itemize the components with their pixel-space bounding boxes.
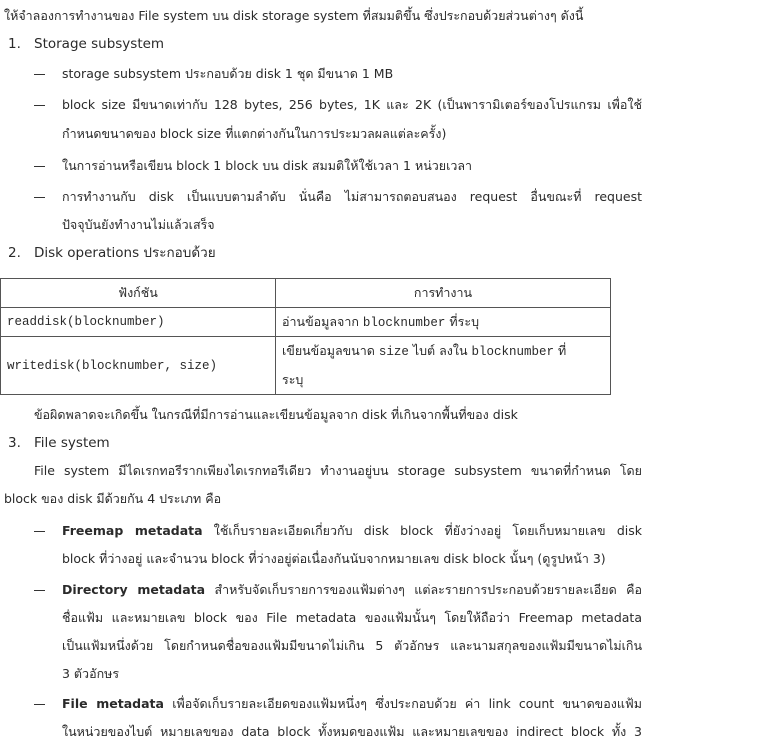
dash-icon (34, 590, 45, 591)
dash-icon (34, 166, 45, 167)
s1-bullet-1: storage subsystem ประกอบด้วย disk 1 ชุด มีขนาด 1 MB (62, 66, 394, 81)
directory-line-3: เป็นแฟ้มหนึ่งด้วย โดยกำหนดชื่อของแฟ้มมีขนาดไม่เกิน 5 ตัวอักษร และนามสกุลของแฟ้มมีขนาดไม่เกิน (62, 638, 642, 653)
desc-code: blocknumber (362, 316, 446, 330)
directory-term: Directory metadata (62, 582, 206, 597)
s1-bullet-4-line-1: การทำงานกับ disk เป็นแบบตามลำดับ นั่นคือ ไม่สามารถตอบสนอง request อื่นขณะที่ request (62, 189, 642, 204)
dash-icon (34, 105, 45, 106)
directory-line-1 (62, 584, 642, 597)
dash-icon (34, 74, 45, 75)
function-writedisk: writedisk(blocknumber, size) (1, 337, 276, 395)
section-1-title: Storage subsystem (34, 36, 165, 52)
desc-text: ไบต์ ลงใน (408, 343, 472, 358)
s3-para-line-1: File system มีไดเรกทอรีรากเพียงไดเรกทอรีเดียว ทำงานอยู่บน storage subsystem ขนาดที่กำหนด โดย (34, 463, 642, 478)
dash-icon (34, 197, 45, 198)
section-3-title: File system (34, 435, 110, 451)
desc-code: size (378, 345, 409, 359)
directory-text: สำหรับจัดเก็บรายการของแฟ้มต่างๆ แต่ละรายการประกอบด้วยรายละเอียด คือ (205, 582, 642, 597)
s1-bullet-4-line-2: ปัจจุบันยังทำงานไม่แล้วเสร็จ (62, 217, 215, 232)
s1-bullet-3: ในการอ่านหรือเขียน block 1 block บน disk สมมติให้ใช้เวลา 1 หน่วยเวลา (62, 158, 473, 173)
freemap-line-1 (62, 525, 642, 538)
directory-line-2: ชื่อแฟ้ม และหมายเลข block ของ File metadata ของแฟ้มนั้นๆ โดยให้ถือว่า Freemap metadata (62, 610, 642, 625)
header-operation: การทำงาน (276, 279, 611, 308)
s3-para-line-2: block ของ disk มีด้วยกัน 4 ประเภท คือ (4, 491, 222, 506)
table-row (1, 337, 611, 395)
s1-bullet-2-line-1: block size มีขนาดเท่ากับ 128 bytes, 256 bytes, 1K และ 2K (เป็นพารามิเตอร์ของโปรแกรม เพื่อใช้ (62, 97, 642, 112)
disk-operations-table (0, 278, 611, 395)
freemap-term: Freemap metadata (62, 523, 203, 538)
section-3-number: 3. (8, 435, 21, 451)
section-2-note: ข้อผิดพลาดจะเกิดขึ้น ในกรณีที่มีการอ่านและเขียนข้อมูลจาก disk ที่เกินจากพื้นที่ของ disk (34, 407, 518, 422)
directory-line-4: 3 ตัวอักษร (62, 666, 120, 681)
desc-text: ที่ (554, 343, 567, 358)
function-readdisk: readdisk(blocknumber) (1, 308, 276, 337)
operation-readdisk (276, 308, 611, 337)
filemeta-term: File metadata (62, 696, 164, 711)
s1-bullet-2-line-2: กำหนดขนาดของ block size ที่แตกต่างกันในการประมวลผลแต่ละครั้ง) (62, 126, 447, 141)
desc-text: อ่านข้อมูลจาก (282, 314, 363, 329)
section-2-number: 2. (8, 245, 21, 261)
dash-icon (34, 704, 45, 705)
section-1-number: 1. (8, 36, 21, 52)
dash-icon (34, 531, 45, 532)
freemap-line-2: block ที่ว่างอยู่ และจำนวน block ที่ว่างอยู่ต่อเนื่องกันนับจากหมายเลข disk block นั้นๆ (ดูรูปหน้า 3) (62, 551, 606, 566)
filemeta-line-1 (62, 698, 642, 711)
section-2-title: Disk operations ประกอบด้วย (34, 245, 216, 261)
intro-text: ให้จำลองการทำงานของ File system บน disk storage system ที่สมมติขึ้น ซึ่งประกอบด้วยส่วนต่างๆ ดังนี้ (4, 8, 584, 23)
desc-text: ที่ระบุ (445, 314, 480, 329)
desc-code: blocknumber (471, 345, 555, 359)
filemeta-line-2: ในหน่วยของไบต์ หมายเลขของ data block ทั้งหมดของแฟ้ม และหมายเลขของ indirect block ทั้ง 3 (62, 724, 642, 739)
desc-text: ระบุ (282, 372, 304, 387)
table-row (1, 308, 611, 337)
filemeta-text: เพื่อจัดเก็บรายละเอียดของแฟ้มหนึ่งๆ ซึ่งประกอบด้วย ค่า link count ขนาดของแฟ้ม (163, 696, 642, 711)
freemap-text: ใช้เก็บรายละเอียดเกี่ยวกับ disk block ที่ยังว่างอยู่ โดยเก็บหมายเลข disk (202, 523, 642, 538)
table-header-row (1, 279, 611, 308)
header-function: ฟังก์ชัน (1, 279, 276, 308)
operation-writedisk (276, 337, 611, 395)
desc-text: เขียนข้อมูลขนาด (282, 343, 379, 358)
